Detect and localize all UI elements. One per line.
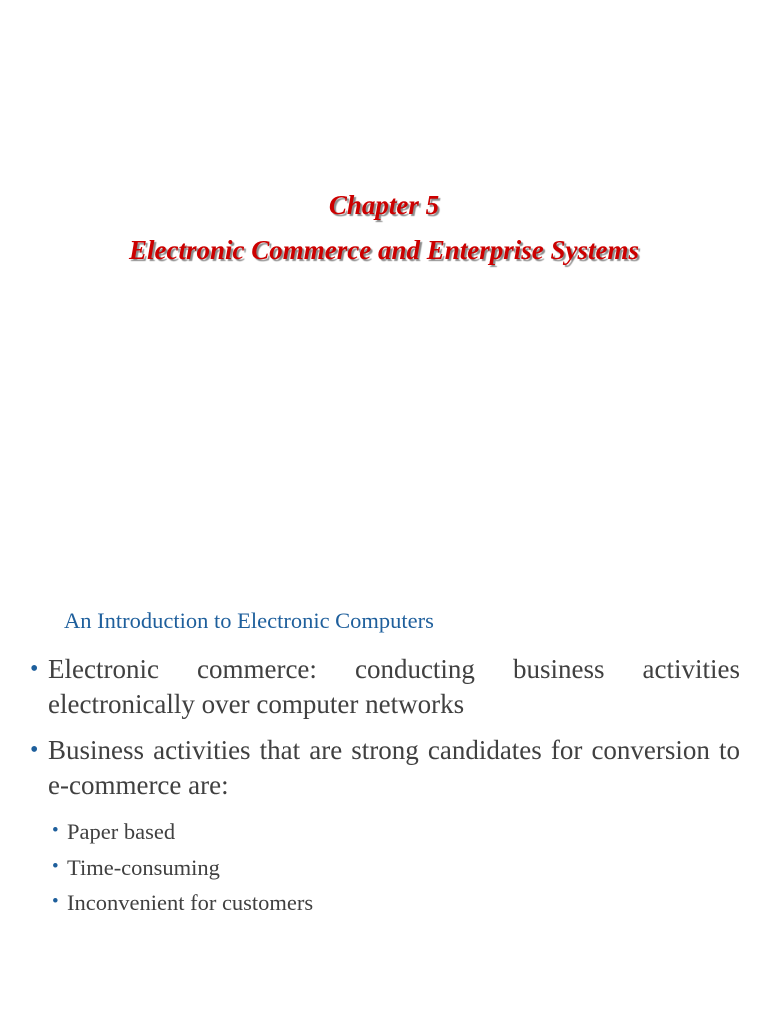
list-item-text: Electronic commerce: conducting business activities electronically over computer networks <box>48 654 740 719</box>
sub-list-item <box>52 850 740 886</box>
sub-list-item-text: Inconvenient for customers <box>67 890 314 915</box>
bullet-dot-icon: • <box>52 855 59 877</box>
section-heading: An Introduction to Electronic Computers <box>64 608 434 633</box>
bullet-dot-icon: • <box>52 820 59 841</box>
sub-bullet-list <box>52 814 740 921</box>
bullet-dot-icon: • <box>30 656 39 682</box>
sub-list-item <box>52 885 740 921</box>
sub-list-item-text: Time-consuming <box>67 854 220 880</box>
list-item <box>30 733 740 802</box>
list-item-text: Business activities that are strong candidates for conversion to e-commerce are: <box>48 735 740 800</box>
bullet-dot-icon: • <box>30 737 39 763</box>
sub-list-item <box>52 814 740 850</box>
sub-list-item-text: Paper based <box>67 819 176 844</box>
chapter-number: Chapter 5 <box>328 190 440 220</box>
sub-list-container <box>30 814 740 921</box>
chapter-title: Electronic Commerce and Enterprise Systems <box>129 235 639 265</box>
bullet-list <box>30 652 740 921</box>
list-item <box>30 652 740 721</box>
bullet-dot-icon: • <box>52 891 59 912</box>
